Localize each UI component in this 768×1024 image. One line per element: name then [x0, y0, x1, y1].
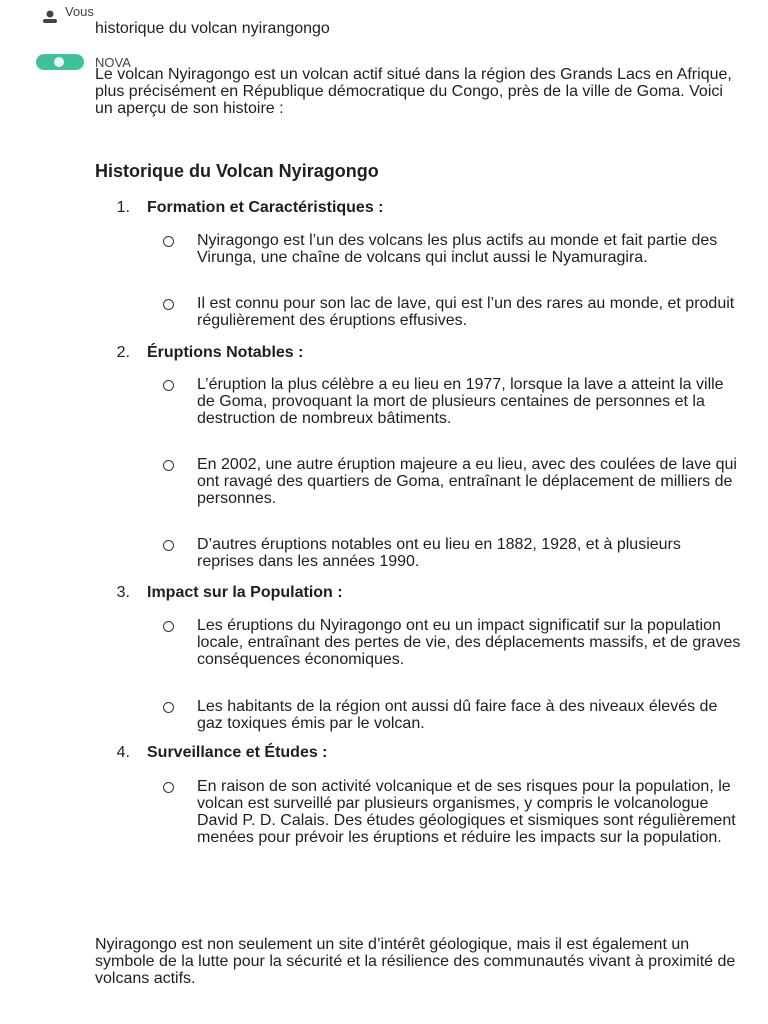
bullet-text: En raison de son activité volcanique et de ses risques pour la population, le volcan est surveillé par plusieurs organismes, y compris le volcanologue David P. D. Calais. Des études géologiques et sismiques sont régulièrement menées pour prévoir les éruptions et réduire les impacts sur la population.	[197, 778, 736, 846]
nova-logo-icon	[54, 57, 64, 67]
bullet-text: Les habitants de la région ont aussi dû faire face à des niveaux élevés de gaz toxiques émis par le volcan.	[197, 698, 718, 732]
user-message-text: historique du volcan nyirangongo	[95, 20, 330, 37]
section-title: Éruptions Notables :	[147, 344, 304, 361]
bullet-text: Les éruptions du Nyiragongo ont eu un impact significatif sur la population locale, entraînant des pertes de vie, des déplacements massifs, et de graves conséquences économiques.	[197, 617, 741, 668]
bullet-circle-icon	[163, 236, 174, 247]
bullet-circle-icon	[163, 621, 174, 632]
response-conclusion: Nyiragongo est non seulement un site d’intérêt géologique, mais il est également un symbole de la lutte pour la sécurité et la résilience des communautés vivant à proximité de volcans actifs.	[95, 936, 736, 987]
bullet-text: D’autres éruptions notables ont eu lieu en 1882, 1928, et à plusieurs reprises dans les années 1990.	[197, 536, 681, 570]
bullet-circle-icon	[163, 702, 174, 713]
assistant-response	[95, 66, 745, 987]
response-heading: Historique du Volcan Nyiragongo	[95, 161, 379, 181]
bullet-text: Nyiragongo est l’un des volcans les plus actifs au monde et fait partie des Virunga, une chaîne de volcans qui inclut aussi le Nyamuragira.	[197, 232, 718, 266]
nova-avatar	[36, 54, 84, 70]
section-title: Impact sur la Population :	[147, 584, 343, 601]
response-intro: Le volcan Nyiragongo est un volcan actif situé dans la région des Grands Lacs en Afrique, plus précisément en République démocratique du Congo, près de la ville de Goma. Voici un aperçu de son histoire :	[95, 66, 732, 117]
user-icon	[42, 10, 58, 24]
section-title: Surveillance et Études :	[147, 744, 328, 761]
bullet-circle-icon	[163, 299, 174, 310]
section-number: 4.	[116, 744, 130, 761]
section-number: 1.	[116, 199, 130, 216]
bullet-circle-icon	[163, 540, 174, 551]
bullet-text: Il est connu pour son lac de lave, qui est l’un des rares au monde, et produit régulièrement des éruptions effusives.	[197, 295, 735, 329]
section-number: 3.	[116, 584, 130, 601]
section-number: 2.	[116, 344, 130, 361]
bullet-circle-icon	[163, 380, 174, 391]
bullet-circle-icon	[163, 782, 174, 793]
section-title: Formation et Caractéristiques :	[147, 199, 384, 216]
user-name: Vous	[65, 4, 94, 19]
bullet-circle-icon	[163, 460, 174, 471]
assistant-name: NOVA	[95, 55, 131, 70]
bullet-text: L’éruption la plus célèbre a eu lieu en 1977, lorsque la lave a atteint la ville de Goma, provoquant la mort de plusieurs centaines de personnes et la destruction de nombreux bâtiments.	[197, 376, 724, 427]
bullet-text: En 2002, une autre éruption majeure a eu lieu, avec des coulées de lave qui ont ravagé des quartiers de Goma, entraînant le déplacement de milliers de personnes.	[197, 456, 737, 507]
